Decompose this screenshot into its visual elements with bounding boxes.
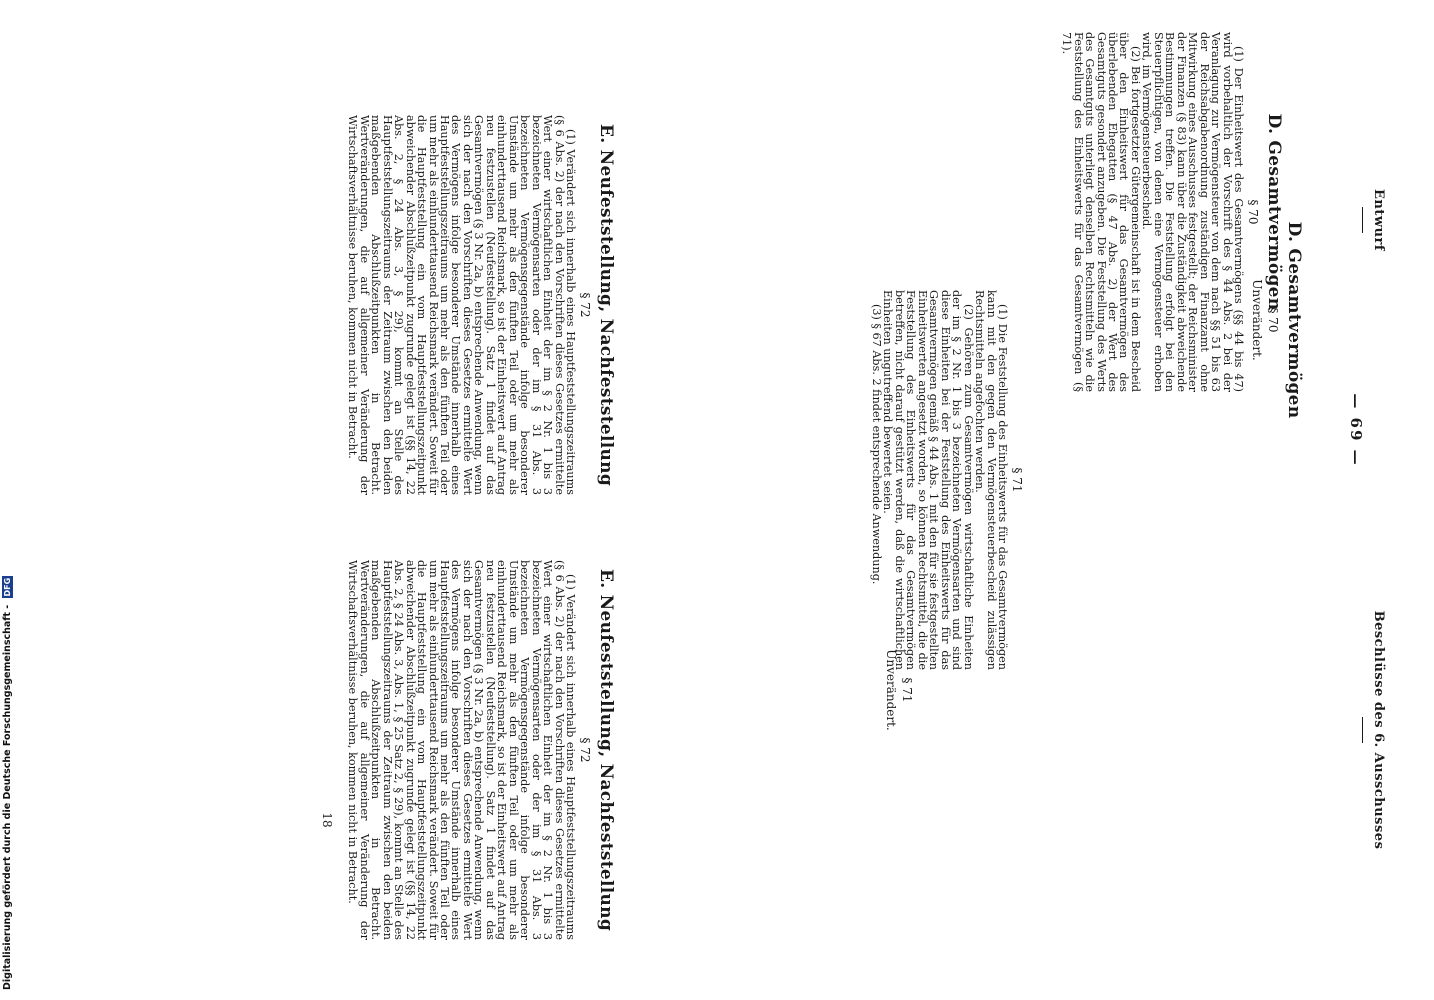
section-heading: D. Gesamtvermögen	[1284, 221, 1304, 419]
right-column-header	[1362, 600, 1386, 860]
paragraph-text: (1) Verändert sich innerhalb eines Hauptfeststellungszeitraums (§ 6 Abs. 2) der nach den Vorschriften dieses Gesetzes ermittelte Wert einer wirtschaftlichen Einheit der im § 2 Nr. 1 bis 3 bezeichneten Vermögensarten oder der im § 31 Abs. 3 bezeichneten Vermögensgegenstände infolge besonderer Umstände um mehr als den fünften Teil oder um mehr als einhunderttausend Reichsmark, so ist der Einheitswert auf Antrag neu festzustellen (Neufeststellung). Satz 1 findet auf das Gesamtvermögen (§ 3 Nr. 2a, b) entsprechende Anwendung, wenn sich der nach den Vorschriften dieses Gesetzes ermittelte Wert des Vermögens infolge besonderer Umstände innerhalb eines Hauptfeststellungszeitraums um mehr als den fünften Teil oder um mehr als einhunderttausend Reichsmark verändert. Soweit für die Hauptfeststellung ein vom Hauptfeststellungszeitpunkt abweichender Abschlußzeitpunkt zugrunde gelegt ist (§§ 14, 22 Abs. 2, § 24 Abs. 3, § 29), kommt an Stelle des Hauptfeststellungszeitraums der Zeitraum zwischen den beiden maßgebenden Abschlußzeitpunkten in Betracht. Wertveränderungen, die auf allgemeiner Veränderung der Wirtschaftsverhältnisse beruhen, kommen nicht in Betracht.	[346, 115, 577, 495]
digitization-text: Digitalisierung gefördert durch die Deutsche Forschungsgemeinschaft -	[2, 604, 13, 990]
paragraph-number: § 71	[900, 677, 914, 703]
left-column-header	[1362, 160, 1386, 280]
paragraph-text: (2) Gehören zum Gesamtvermögen wirtschaftliche Einheiten der im § 2 Nr. 1 bis 3 bezeichneten Vermögensarten und sind diese Einheiten bei der Feststellung des Einheitswerts für das Gesamtvermögen gemäß § 44 Abs. 1 mit den für sie festgestellten Einheitswerten angesetzt worden, so können Rechtsmittel, die die Feststellung des Einheitswerts für das Gesamtvermögen betreffen, nicht darauf gestützt werden, daß die wirtschaftlichen Einheiten ungutreffend bewertet seien.	[881, 290, 975, 670]
paragraph-number: § 72	[578, 292, 592, 318]
footer-number: 18	[320, 812, 334, 828]
page-number: — 69 —	[1347, 393, 1365, 467]
header-rule	[1362, 207, 1363, 233]
left-bottom-block	[146, 115, 616, 495]
dfg-logo: DFG	[3, 577, 12, 597]
section-heading: D. Gesamtvermögen	[1264, 113, 1284, 311]
right-top-block	[1184, 130, 1304, 510]
left-header-text: Entwurf	[1371, 189, 1386, 251]
paragraph-number: § 70	[1266, 307, 1280, 333]
digitization-note	[2, 577, 16, 990]
unchanged-note: Unverändert.	[884, 649, 898, 731]
paragraph-text: (1) Der Einheitswert des Gesamtvermögens (§§ 44 bis 47) wird vorbehaltlich der Vorschrift des § 44 Abs. 2 bei der Veranlagung zur Vermögensteuer von dem nach §§ 51 bis 63 der Reichsabgabenordnung zuständigen Finanzamt ohne Mitwirkung eines Ausschusses festgestellt; der Reichsminister der Finanzen (§ 83) kann über die Zuständigkeit abweichende Bestimmungen treffen. Die Feststellung erfolgt bei den Steuerpflichtigen, von denen eine Vermögensteuer erhoben wird, im Vermögensteuerbescheid.	[1140, 32, 1245, 392]
unchanged-note: Unverändert.	[1250, 279, 1264, 361]
right-header-text: Beschlüsse des 6. Ausschusses	[1371, 610, 1386, 850]
right-middle-block	[854, 540, 914, 840]
right-bottom-block	[146, 560, 616, 940]
paragraph-text: (3) § 67 Abs. 2 findet entsprechende Anwendung.	[870, 304, 884, 585]
paragraph-text: (2) Bei fortgesetzter Gütergemeinschaft ist in dem Bescheid über den Einheitswert für das Gesamtvermögen des überlebenden Ehegatten (§ 47 Abs. 2) der Wert des Gesamtguts gesondert anzugeben. Die Feststellung des Werts des Gesamtguts unterliegt denselben Rechtsmitteln wie die Feststellung des Einheitswerts für das Gesamtvermögen (§ 71).	[1060, 32, 1142, 392]
paragraph-number: § 71	[1010, 467, 1024, 493]
paragraph-number: § 70	[1246, 199, 1260, 225]
paragraph-text: (1) Die Feststellung des Einheitswerts für das Gesamtvermögen kann mit den gegen den Vermögensteuerbescheid zulässigen Rechtsmitteln angefochten werden.	[973, 290, 1009, 670]
section-heading: E. Neufeststellung, Nachfeststellung	[596, 568, 616, 932]
section-heading: E. Neufeststellung, Nachfeststellung	[596, 123, 616, 487]
paragraph-number: § 72	[578, 737, 592, 763]
paragraph-text: (1) Verändert sich innerhalb eines Hauptfeststellungszeitraums (§ 6 Abs. 2) der nach den Vorschriften dieses Gesetzes ermittelte Wert einer wirtschaftlichen Einheit der im § 2 Nr. 1 bis 3 bezeichneten Vermögensarten oder der im § 31 Abs. 3 bezeichneten Vermögensgegenstände infolge besonderer Umstände um mehr als den fünften Teil oder um mehr als einhunderttausend Reichsmark, so ist der Einheitswert auf Antrag neu festzustellen (Neufeststellung). Satz 1 findet auf das Gesamtvermögen (§ 3 Nr. 2a, b) entsprechende Anwendung, wenn sich der nach den Vorschriften dieses Gesetzes ermittelte Wert des Vermögens infolge besonderer Umstände innerhalb eines Hauptfeststellungszeitraums um mehr als den fünften Teil oder um mehr als einhunderttausend Reichsmark verändert. Soweit für die Hauptfeststellung ein vom Hauptfeststellungszeitpunkt abweichender Abschlußzeitpunkt zugrunde gelegt ist (§§ 14, 22 Abs. 2, § 24 Abs. 3, Abs. 1, § 25 Satz 2, § 29), kommt an Stelle des Hauptfeststellungszeitraums der Zeitraum zwischen den beiden maßgebenden Abschlußzeitpunkten in Betracht. Wertveränderungen, die auf allgemeiner Veränderung der Wirtschaftsverhältnisse beruhen, kommen nicht in Betracht.	[346, 560, 577, 940]
header-rule	[1362, 717, 1363, 743]
